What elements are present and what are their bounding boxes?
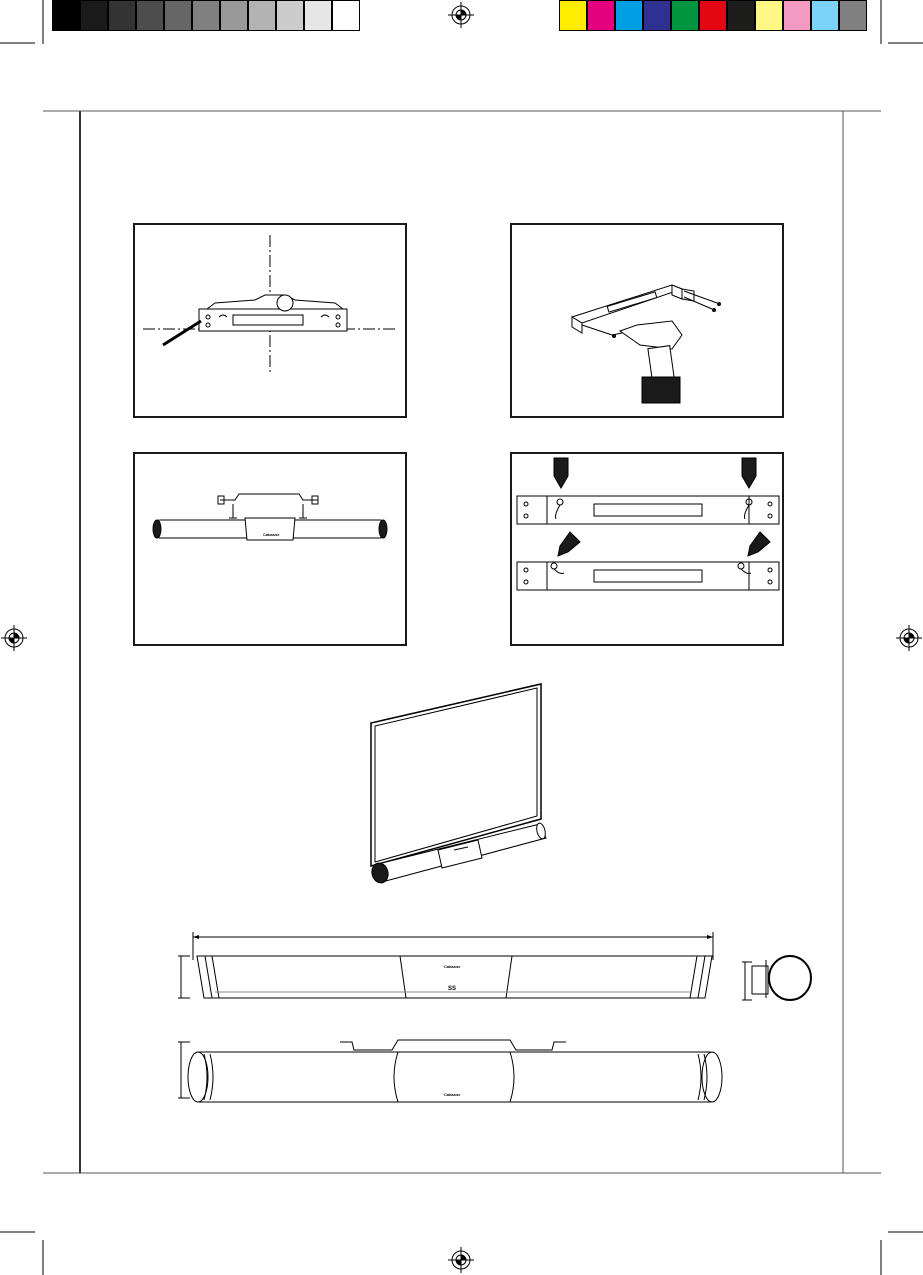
logo-label: SS [448,986,457,992]
soundbar-front-view [197,956,712,998]
soundbar-rear-view [178,1040,722,1102]
brand-label: Cabasse [444,964,461,969]
brand-label: Cabasse [444,1092,461,1097]
brand-label: Cabasse [263,532,280,537]
soundbar-side-view [742,956,811,1000]
